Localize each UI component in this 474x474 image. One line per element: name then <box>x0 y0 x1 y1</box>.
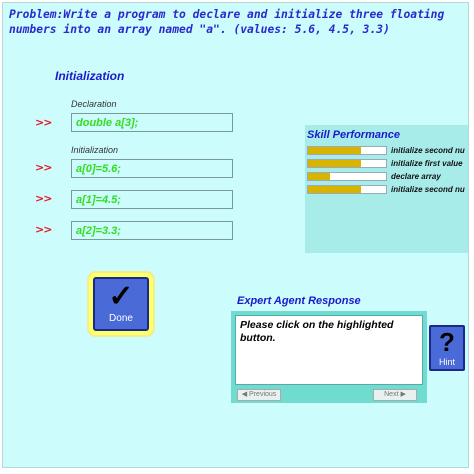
hint-button-label: Hint <box>438 357 455 367</box>
previous-label: Previous <box>249 391 277 398</box>
initialization-title: Initialization <box>55 69 125 83</box>
skill-bar-fill <box>308 186 361 193</box>
init-arrow-icon-2: >> <box>35 223 52 236</box>
chevron-right-icon: ▶ <box>400 391 406 398</box>
checkmark-icon: ✓ <box>108 280 134 313</box>
skill-row <box>307 184 469 195</box>
declaration-field[interactable]: double a[3]; <box>71 113 233 132</box>
done-button-label: Done <box>109 313 133 324</box>
expert-response-panel <box>231 311 427 403</box>
expert-response-title: Expert Agent Response <box>237 295 361 307</box>
question-mark-icon: ? <box>439 327 455 357</box>
skill-bar <box>307 146 387 155</box>
declaration-arrow-icon: >> <box>35 116 52 129</box>
declaration-label: Declaration <box>71 99 117 109</box>
skill-name: initialize second nu <box>391 185 465 194</box>
skill-performance-panel <box>305 125 469 253</box>
skill-performance-title: Skill Performance <box>307 129 400 141</box>
next-button[interactable] <box>373 389 417 401</box>
previous-button[interactable] <box>237 389 281 401</box>
skill-bar <box>307 172 387 181</box>
skill-bar-fill <box>308 160 361 167</box>
skill-bar-fill <box>308 147 361 154</box>
next-label: Next <box>384 391 399 398</box>
init-field-1[interactable]: a[1]=4.5; <box>71 190 233 209</box>
expert-message: Please click on the highlighted button. <box>235 315 423 385</box>
skill-bar-fill <box>308 173 330 180</box>
initialization-label: Initialization <box>71 145 119 155</box>
skill-name: initialize second nu <box>391 146 465 155</box>
problem-statement: Problem:Write a program to declare and initialize three floating numbers into an array named "a". (values: 5.6, 4.5, 3.3) <box>9 8 445 36</box>
skill-row <box>307 145 469 156</box>
skill-name: declare array <box>391 172 441 181</box>
done-button[interactable] <box>93 277 149 331</box>
skill-name: initialize first value <box>391 159 463 168</box>
tutor-window <box>2 2 469 468</box>
init-field-0[interactable]: a[0]=5.6; <box>71 159 233 178</box>
init-arrow-icon-1: >> <box>35 192 52 205</box>
chevron-left-icon: ◀ <box>241 391 248 398</box>
skill-row <box>307 158 469 169</box>
init-field-2[interactable]: a[2]=3.3; <box>71 221 233 240</box>
init-arrow-icon-0: >> <box>35 161 52 174</box>
skill-bar <box>307 159 387 168</box>
skill-row <box>307 171 469 182</box>
skill-bar <box>307 185 387 194</box>
hint-button[interactable] <box>429 325 465 371</box>
